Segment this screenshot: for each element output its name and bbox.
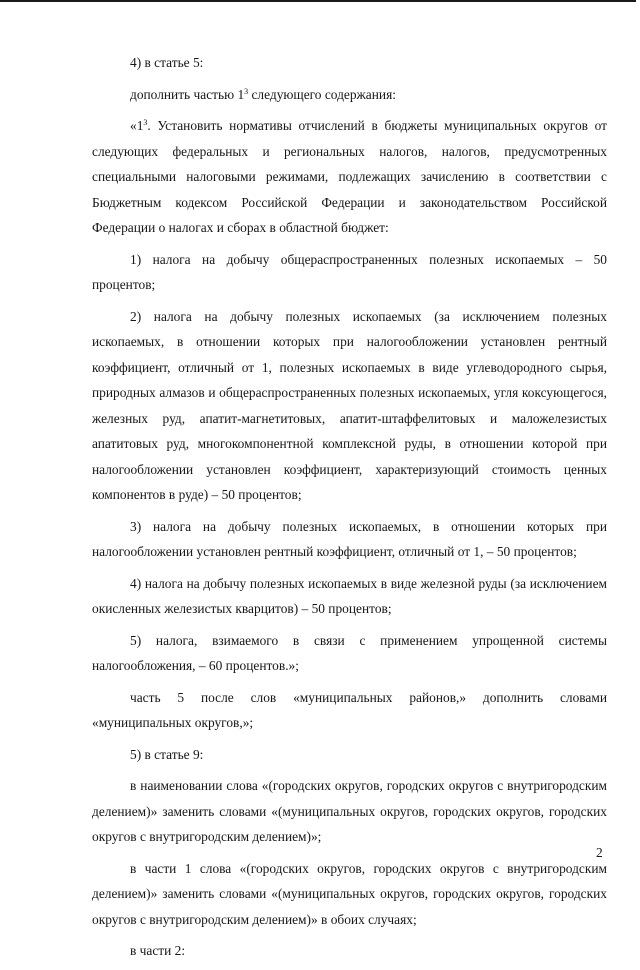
text-segment: . Установить нормативы отчислений в бюджеты муниципальных округов от следующих федеральных и региональных налогов, налогов, предусмотренных специальными налоговыми режимами, подлежащих зачислению в соответствии с Бюджетным кодексом Российской Федерации и законодательством Российской Федерации о налогах и сборах в областной бюджет:	[92, 118, 607, 235]
text-segment: дополнить частью 1	[130, 86, 245, 102]
paragraph-title-change: в наименовании слова «(городских округов, городских округов с внутригородским делением)» заменить словами «(муниципальных округов, городских округов, городских округов с внутригородским делением)»;	[92, 778, 607, 844]
paragraph-part-2: в части 2:	[130, 943, 186, 958]
paragraph-item-3: 3) налога на добычу полезных ископаемых, в отношении которых при налогообложении установлен рентный коэффициент, отличный от 1, – 50 процентов;	[92, 518, 607, 559]
paragraph-article-9: 5) в статье 9:	[130, 746, 204, 762]
text-segment: следующего содержания:	[248, 86, 396, 102]
paragraph-item-1: 1) налога на добычу общераспространенных полезных ископаемых – 50 процентов;	[92, 251, 607, 292]
paragraph-item-2: 2) налога на добычу полезных ископаемых (за исключением полезных ископаемых, в отношении которых при налогообложении установлен рентный коэффициент, отличный от 1, полезных ископаемых в виде углеводородного сырья, природных алмазов и общераспространенных полезных ископаемых, угля коксующегося, железных руд, апатит-магнетитовых, апатит-штаффелитовых и маложелезистых апатитовых руд, многокомпонентной комплексной руды, в отношении которой при налогообложении установлен коэффициент, характеризующий стоимость ценных компонентов в руде) – 50 процентов;	[92, 308, 607, 502]
paragraph-article-5: 4) в статье 5:	[130, 55, 204, 70]
paragraph-item-4: 4) налога на добычу полезных ископаемых в виде железной руды (за исключением окисленных железистых кварцитов) – 50 процентов;	[92, 575, 607, 616]
top-border-line	[0, 0, 636, 2]
paragraph-part-1-change: в части 1 слова «(городских округов, городских округов с внутригородским делением)» заменить словами «(муниципальных округов, городских округов, городских округов с внутригородским делением)» в обоих случаях;	[92, 860, 607, 927]
paragraph-add-part	[92, 82, 607, 108]
document-body	[92, 50, 607, 970]
paragraph-item-5: 5) налога, взимаемого в связи с применением упрощенной системы налогообложения, – 60 процентов.»;	[92, 632, 607, 673]
superscript: 3	[143, 118, 148, 127]
paragraph-part-5: часть 5 после слов «муниципальных районов,» дополнить словами «муниципальных округов,»;	[92, 689, 607, 730]
text-segment: «1	[130, 118, 144, 133]
page-number: 2	[596, 845, 603, 860]
paragraph-part-1-3	[92, 113, 607, 241]
superscript: 3	[244, 86, 249, 96]
